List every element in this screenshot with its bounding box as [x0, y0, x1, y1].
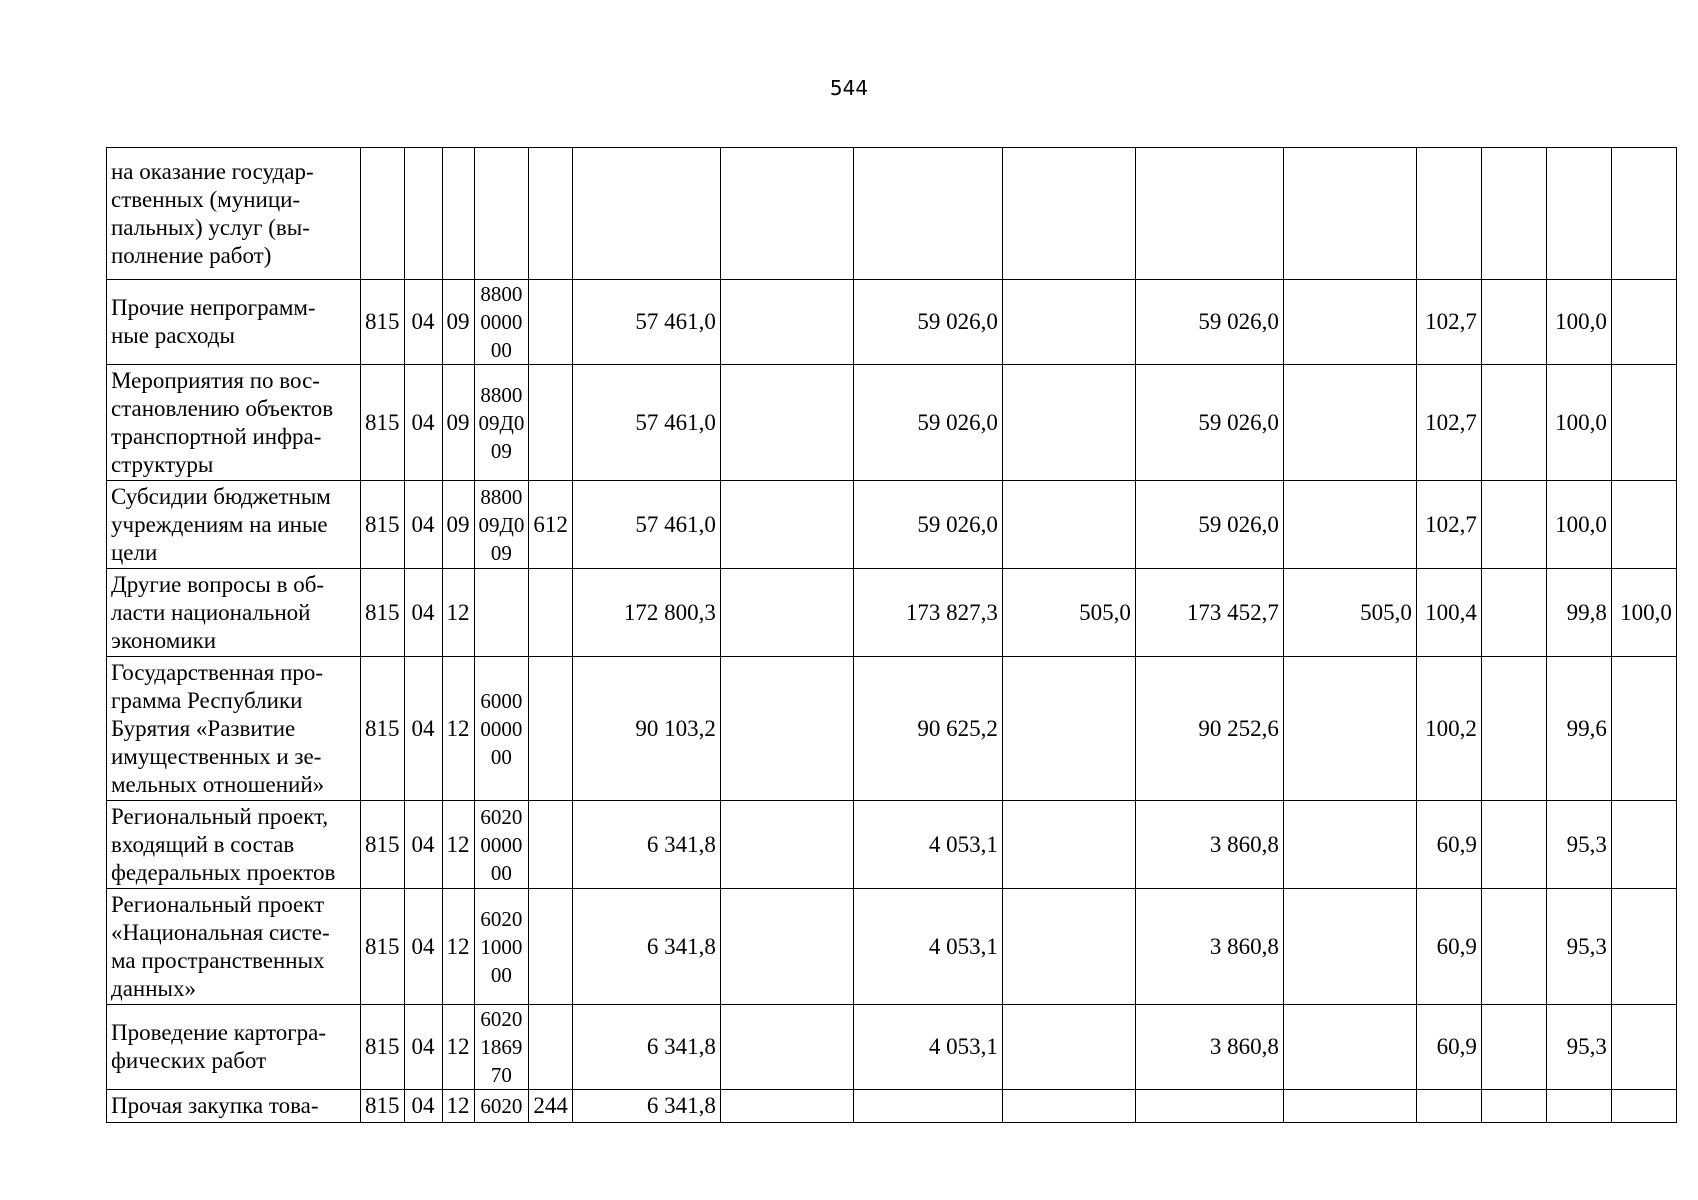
value-cell: [1546, 148, 1611, 280]
value-cell: 95,3: [1546, 889, 1611, 1005]
value-cell: 100,0: [1611, 569, 1676, 657]
value-cell: 95,3: [1546, 1005, 1611, 1090]
value-cell: 505,0: [1002, 569, 1135, 657]
section-code: 04: [404, 801, 442, 889]
row-name-line: грамма Республики: [111, 687, 303, 713]
section-code: 04: [404, 889, 442, 1005]
value-cell: [720, 148, 853, 280]
subsection-code: 12: [442, 657, 474, 801]
value-cell: 59 026,0: [853, 280, 1002, 365]
value-cell: [1416, 148, 1481, 280]
subsection-code: 12: [442, 801, 474, 889]
row-name-line: структуры: [111, 451, 214, 477]
value-cell: [720, 481, 853, 569]
row-name: [107, 569, 361, 657]
row-name-line: федеральных проектов: [111, 859, 336, 885]
value-cell: [1002, 1090, 1135, 1123]
row-name-line: ные расходы: [111, 323, 235, 348]
admin-code: 815: [361, 889, 405, 1005]
row-name: [107, 1005, 361, 1090]
target-code-line: 00: [490, 962, 512, 987]
row-name-line: фических работ: [111, 1048, 267, 1073]
budget-table: [106, 147, 1677, 1123]
value-cell: 173 827,3: [853, 569, 1002, 657]
subsection-code: 12: [442, 569, 474, 657]
row-name-line: учреждениям на иные: [111, 511, 328, 537]
target-code-line: 1869: [480, 1035, 523, 1059]
value-cell: 102,7: [1416, 481, 1481, 569]
row-name-line: входящий в состав: [111, 831, 295, 857]
value-cell: [1002, 889, 1135, 1005]
value-cell: 100,4: [1416, 569, 1481, 657]
table-row: [107, 481, 1677, 569]
target-code-line: 00: [490, 338, 512, 362]
value-cell: [1481, 569, 1546, 657]
value-cell: [1002, 365, 1135, 481]
value-cell: [1416, 1090, 1481, 1123]
target-code-line: 6020: [480, 906, 523, 931]
row-name-line: имущественных и зе-: [111, 743, 322, 769]
target-code-line: 0000: [480, 310, 523, 334]
value-cell: [1135, 1090, 1283, 1123]
table-row: [107, 148, 1677, 280]
row-name: [107, 657, 361, 801]
expense-type-code: [529, 148, 573, 280]
value-cell: 100,0: [1546, 481, 1611, 569]
expense-type-code: [529, 801, 573, 889]
value-cell: [1611, 365, 1676, 481]
expense-type-code: [529, 657, 573, 801]
value-cell: 95,3: [1546, 801, 1611, 889]
subsection-code: [442, 148, 474, 280]
subsection-code: 12: [442, 1090, 474, 1123]
admin-code: 815: [361, 1005, 405, 1090]
admin-code: [361, 148, 405, 280]
admin-code: 815: [361, 1090, 405, 1123]
row-name-line: ласти национальной: [111, 599, 311, 625]
expense-type-code: [529, 1005, 573, 1090]
value-cell: 59 026,0: [1135, 481, 1283, 569]
row-name: [107, 889, 361, 1005]
target-article-code: [474, 801, 529, 889]
value-cell: [1283, 280, 1416, 365]
admin-code: 815: [361, 801, 405, 889]
subsection-code: 09: [442, 280, 474, 365]
target-code-line: 09: [490, 438, 512, 463]
expense-type-code: [529, 569, 573, 657]
value-cell: [1611, 801, 1676, 889]
value-cell: 4 053,1: [853, 801, 1002, 889]
value-cell: 505,0: [1283, 569, 1416, 657]
value-cell: [1481, 1005, 1546, 1090]
table-row: [107, 801, 1677, 889]
value-cell: 173 452,7: [1135, 569, 1283, 657]
value-cell: [1481, 280, 1546, 365]
value-cell: [1611, 481, 1676, 569]
target-article-code: [474, 1005, 529, 1090]
value-cell: 60,9: [1416, 801, 1481, 889]
subsection-code: 09: [442, 481, 474, 569]
value-cell: [1283, 365, 1416, 481]
value-cell: 100,0: [1546, 365, 1611, 481]
value-cell: [1002, 148, 1135, 280]
admin-code: 815: [361, 569, 405, 657]
value-cell: [720, 889, 853, 1005]
target-article-code: [474, 148, 529, 280]
value-cell: 102,7: [1416, 365, 1481, 481]
value-cell: [1002, 481, 1135, 569]
row-name-line: Прочие непрограмм-: [111, 295, 316, 320]
target-code-line: 09Д0: [478, 410, 525, 435]
value-cell: [1481, 801, 1546, 889]
target-code-line: 0000: [480, 716, 523, 741]
value-cell: 59 026,0: [853, 481, 1002, 569]
target-code-line: 6000: [480, 688, 523, 713]
row-name: [107, 801, 361, 889]
value-cell: [1283, 1005, 1416, 1090]
value-cell: 4 053,1: [853, 1005, 1002, 1090]
target-code-line: 70: [490, 1063, 512, 1087]
admin-code: 815: [361, 657, 405, 801]
row-name-line: пальных) услуг (вы-: [111, 214, 310, 240]
value-cell: [720, 801, 853, 889]
row-name-line: становлению объектов: [111, 395, 334, 421]
value-cell: 90 625,2: [853, 657, 1002, 801]
expense-type-code: 612: [529, 481, 573, 569]
target-code-line: 00: [490, 860, 512, 885]
expense-type-code: [529, 280, 573, 365]
subsection-code: 12: [442, 1005, 474, 1090]
section-code: [404, 148, 442, 280]
value-cell: 59 026,0: [1135, 280, 1283, 365]
value-cell: 3 860,8: [1135, 801, 1283, 889]
value-cell: [1611, 657, 1676, 801]
row-name-line: «Национальная систе-: [111, 919, 330, 945]
page-number: 544: [829, 76, 869, 100]
target-article-code: [474, 657, 529, 801]
value-cell: 4 053,1: [853, 889, 1002, 1005]
row-name-line: на оказание государ-: [111, 158, 314, 184]
admin-code: 815: [361, 365, 405, 481]
value-cell: 57 461,0: [572, 365, 720, 481]
value-cell: [1283, 657, 1416, 801]
target-article-code: [474, 1090, 529, 1123]
target-code-line: 0000: [480, 832, 523, 857]
value-cell: [1611, 280, 1676, 365]
expense-type-code: [529, 889, 573, 1005]
value-cell: [720, 280, 853, 365]
table-body: [107, 148, 1677, 1123]
value-cell: [1611, 1005, 1676, 1090]
row-name-line: полнение работ): [111, 242, 272, 268]
section-code: 04: [404, 280, 442, 365]
row-name-line: Проведение картогра-: [111, 1020, 327, 1045]
value-cell: 6 341,8: [572, 801, 720, 889]
row-name-line: цели: [111, 539, 158, 565]
section-code: 04: [404, 657, 442, 801]
table-row: [107, 1005, 1677, 1090]
value-cell: 57 461,0: [572, 481, 720, 569]
value-cell: [572, 148, 720, 280]
value-cell: [1546, 1090, 1611, 1123]
row-name-line: Региональный проект,: [111, 803, 329, 829]
value-cell: 6 341,8: [572, 1005, 720, 1090]
target-code-line: 1000: [480, 934, 523, 959]
value-cell: [1481, 148, 1546, 280]
table-row: [107, 365, 1677, 481]
table-row: [107, 569, 1677, 657]
value-cell: [853, 148, 1002, 280]
value-cell: 6 341,8: [572, 889, 720, 1005]
section-code: 04: [404, 481, 442, 569]
value-cell: [1481, 657, 1546, 801]
section-code: 04: [404, 1090, 442, 1123]
row-name-line: Прочая закупка това-: [111, 1093, 319, 1118]
table-row: [107, 280, 1677, 365]
row-name: [107, 280, 361, 365]
row-name-line: данных»: [111, 975, 196, 1001]
target-code-line: 6020: [480, 1094, 523, 1118]
target-code-line: 6020: [480, 1007, 523, 1031]
value-cell: [1283, 889, 1416, 1005]
value-cell: 59 026,0: [1135, 365, 1283, 481]
value-cell: 57 461,0: [572, 280, 720, 365]
target-code-line: 8800: [480, 382, 523, 407]
value-cell: 102,7: [1416, 280, 1481, 365]
value-cell: 99,6: [1546, 657, 1611, 801]
target-article-code: [474, 481, 529, 569]
target-code-line: 8800: [480, 282, 523, 306]
target-code-line: 8800: [480, 484, 523, 509]
value-cell: [1002, 280, 1135, 365]
expense-type-code: [529, 365, 573, 481]
table-row: [107, 889, 1677, 1005]
value-cell: [1481, 365, 1546, 481]
section-code: 04: [404, 1005, 442, 1090]
value-cell: [1002, 657, 1135, 801]
value-cell: [720, 1005, 853, 1090]
row-name-line: экономики: [111, 627, 217, 653]
value-cell: [1135, 148, 1283, 280]
value-cell: [1283, 801, 1416, 889]
target-article-code: [474, 889, 529, 1005]
target-code-line: 00: [490, 744, 512, 769]
expense-type-code: 244: [529, 1090, 573, 1123]
row-name-line: Государственная про-: [111, 659, 324, 685]
target-code-line: 09: [490, 540, 512, 565]
value-cell: 90 252,6: [1135, 657, 1283, 801]
value-cell: [720, 1090, 853, 1123]
row-name: [107, 1090, 361, 1123]
target-article-code: [474, 569, 529, 657]
table-row: [107, 1090, 1677, 1123]
row-name-line: ственных (муници-: [111, 186, 301, 212]
row-name: [107, 481, 361, 569]
value-cell: [853, 1090, 1002, 1123]
target-article-code: [474, 365, 529, 481]
table-row: [107, 657, 1677, 801]
row-name-line: Бурятия «Развитие: [111, 715, 296, 741]
value-cell: [720, 569, 853, 657]
subsection-code: 12: [442, 889, 474, 1005]
row-name-line: транспортной инфра-: [111, 423, 322, 449]
subsection-code: 09: [442, 365, 474, 481]
admin-code: 815: [361, 481, 405, 569]
value-cell: [1002, 801, 1135, 889]
value-cell: [720, 657, 853, 801]
value-cell: [1611, 148, 1676, 280]
value-cell: 60,9: [1416, 889, 1481, 1005]
value-cell: 90 103,2: [572, 657, 720, 801]
admin-code: 815: [361, 280, 405, 365]
value-cell: 172 800,3: [572, 569, 720, 657]
value-cell: [1611, 1090, 1676, 1123]
row-name-line: Мероприятия по вос-: [111, 367, 320, 393]
value-cell: [720, 365, 853, 481]
value-cell: 100,0: [1546, 280, 1611, 365]
row-name-line: ма пространственных: [111, 947, 325, 973]
row-name-line: Субсидии бюджетным: [111, 483, 331, 509]
target-code-line: 6020: [480, 804, 523, 829]
value-cell: [1283, 1090, 1416, 1123]
row-name-line: Другие вопросы в об-: [111, 571, 325, 597]
value-cell: 60,9: [1416, 1005, 1481, 1090]
value-cell: [1481, 889, 1546, 1005]
value-cell: [1283, 148, 1416, 280]
row-name: [107, 148, 361, 280]
target-code-line: 09Д0: [478, 512, 525, 537]
row-name-line: мельных отношений»: [111, 771, 325, 797]
value-cell: 99,8: [1546, 569, 1611, 657]
value-cell: 3 860,8: [1135, 1005, 1283, 1090]
value-cell: [1611, 889, 1676, 1005]
section-code: 04: [404, 365, 442, 481]
value-cell: [1481, 481, 1546, 569]
row-name-line: Региональный проект: [111, 891, 325, 917]
value-cell: 6 341,8: [572, 1090, 720, 1123]
value-cell: [1002, 1005, 1135, 1090]
value-cell: 59 026,0: [853, 365, 1002, 481]
value-cell: 100,2: [1416, 657, 1481, 801]
target-article-code: [474, 280, 529, 365]
section-code: 04: [404, 569, 442, 657]
value-cell: 3 860,8: [1135, 889, 1283, 1005]
row-name: [107, 365, 361, 481]
value-cell: [1283, 481, 1416, 569]
value-cell: [1481, 1090, 1546, 1123]
